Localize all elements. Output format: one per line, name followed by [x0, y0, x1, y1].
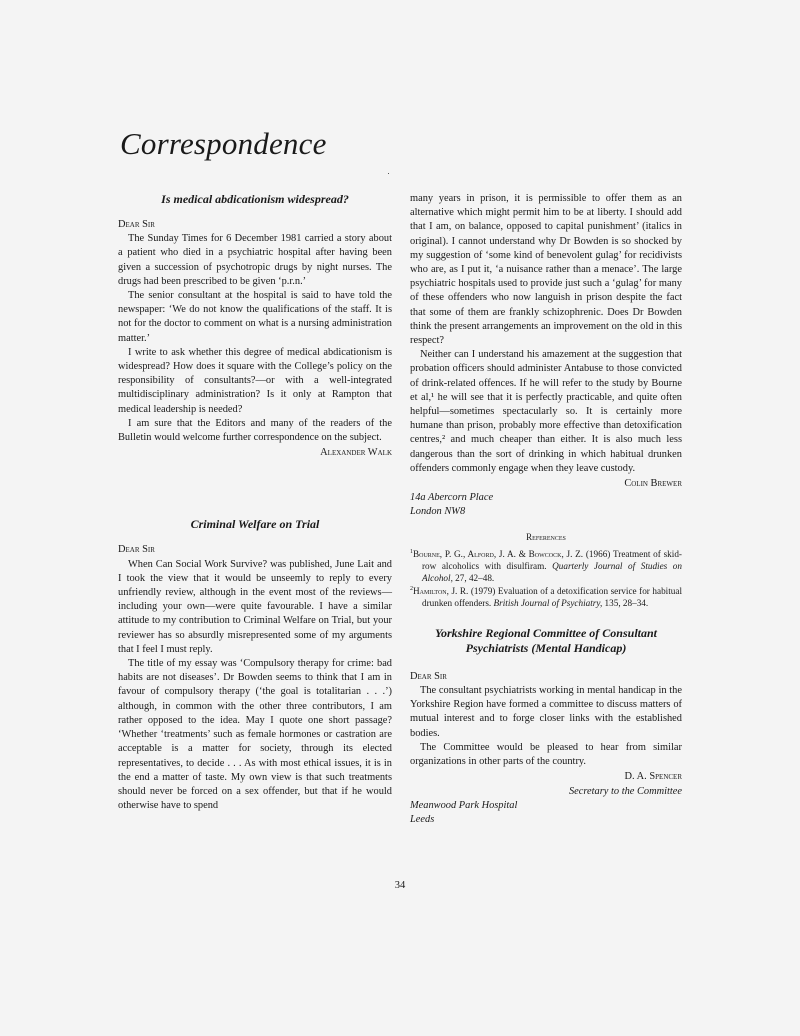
letter-2-paragraph: Neither can I understand his amazement at the suggestion that probation officers should administer Antabuse to those convicted of drink-related offences. If he will refer to the study by Bourne et al,¹ he will see that it is perfectly practicable, and quite often helpful—sometimes spectacularly so. It is certainly more humane than prison, probably more effective than detoxification centres,² and much cheaper than either. It is also much less dangerous than the sort of drinking in which habitual drunken offenders commonly engage when they leave custody. — [410, 349, 682, 474]
letter-2-salutation: Dear Sir — [118, 544, 155, 556]
letter-3-title-line: Yorkshire Regional Committee of Consultant — [434, 625, 658, 640]
letter-1-paragraph: The senior consultant at the hospital is said to have told the newspaper: ‘We do not know the qualifications of the staff. It is not for the doctor to comment on what is a nursing administration matter.’ — [118, 290, 392, 344]
references-heading: References — [526, 531, 566, 542]
letter-1-title: Is medical abdicationism widespread? — [161, 192, 349, 206]
letter-1-paragraph: The Sunday Times for 6 December 1981 carried a story about a patient who died in a psychiatric hospital after having been given a succession of psychotropic drugs by night nurses. The drugs had been prescribed to be given ‘p.r.n.’ — [118, 233, 392, 287]
letter-2-paragraph: The title of my essay was ‘Compulsory therapy for crime: bad habits are not diseases’. Dr Bowden seems to think that I am in favour of compulsory therapy (‘the goal is totalitarian . . .’) although, in common with the other three contributors, I am rather opposed to the idea. May I quote one short passage? ‘Whether ‘treatments’ such as female hormones or castration are acceptable is a matter for society, through its elected representatives, to decide . . . As with most ethical issues, it is in the end a matter of taste. My own view is that such treatments should never be forced on a sex offender, but that if he would otherwise have to spend — [118, 658, 392, 812]
letter-1-paragraph: I write to ask whether this degree of medical abdicationism is widespread? How does it square with the College’s policy on the responsibility of consultants?—or with a well-integrated multidisciplinary administration? Is it only at Rampton that medical leadership is needed? — [118, 346, 392, 415]
letter-2-signature: Colin Brewer — [624, 478, 682, 490]
letter-3-paragraph: The Committee would be pleased to hear from similar organizations in other parts of the country. — [410, 741, 682, 768]
page-number: 34 — [394, 880, 406, 891]
letter-1-salutation: Dear Sir — [118, 219, 155, 230]
letter-3-address-line: Leeds — [410, 813, 435, 825]
letter-2-address-line: 14a Abercorn Place — [410, 492, 494, 504]
letter-3-title-line: Psychiatrists (Mental Handicap) — [465, 640, 627, 655]
letter-1-paragraph: I am sure that the Editors and many of the readers of the Bulletin would welcome further correspondence on the subject. — [118, 417, 392, 444]
letter-3-address-line: Meanwood Park Hospital — [410, 799, 518, 811]
letter-3-signature: D. A. Spencer — [624, 771, 682, 783]
letter-2-address-line: London NW8 — [410, 506, 466, 518]
page-title: Correspondence — [120, 126, 327, 161]
letter-3-paragraph: The consultant psychiatrists working in mental handicap in the Yorkshire Region have formed a committee to discuss matters of mutual interest and to forge closer links with the established bodies. — [410, 685, 682, 739]
letter-3-salutation: Dear Sir — [410, 670, 447, 682]
letter-1-signature: Alexander Walk — [320, 447, 392, 459]
right-column — [410, 192, 682, 827]
left-column — [118, 192, 392, 813]
letter-3-title — [410, 626, 682, 656]
letter-2-paragraph-continued: many years in prison, it is permissible to offer them as an alternative which might permit him to be at liberty. I should add that I am, on balance, opposed to capital punishment’ (italics in original). I cannot understand why Dr Bowden is so shocked by my suggestion of ‘some kind of benevolent gulag’ for recidivists who are, as I put it, ‘a nuisance rather than a menace’. The large psychiatric hospitals used to provide just such a ‘gulag’ for many of these offenders who now languish in prison despite the fact that some of them are frankly schizophrenic. Does Dr Bowden think the present arrangements an improvement on the old in this respect? — [410, 193, 682, 347]
reference-item: $^1$Bourne, P. G., Alford, J. A. & Bowcock, J. Z. (1966) Treatment of skid-row alcoholics with disulfiram. Quarterly Journal of Studies on Alcohol, 27, 42–48. — [410, 548, 682, 583]
print-speck — [388, 173, 389, 174]
reference-item: $^2$Hamilton, J. R. (1979) Evaluation of a detoxification service for habitual drunken offenders. British Journal of Psychiatry, 135, 28–34. — [410, 585, 682, 608]
letter-2-paragraph: When Can Social Work Survive? was published, June Lait and I took the view that it would be unseemly to reply to every unfriendly review, although in the event most of the reviews—including your own—were quite favourable. I have a similar attitude to my contribution to Criminal Welfare on Trial, but your reviewer has so absurdly misrepresented some of my arguments that I feel I must reply. — [118, 558, 392, 655]
letter-3-signature-role: Secretary to the Committee — [568, 785, 682, 797]
letter-2-title: Criminal Welfare on Trial — [190, 517, 320, 532]
